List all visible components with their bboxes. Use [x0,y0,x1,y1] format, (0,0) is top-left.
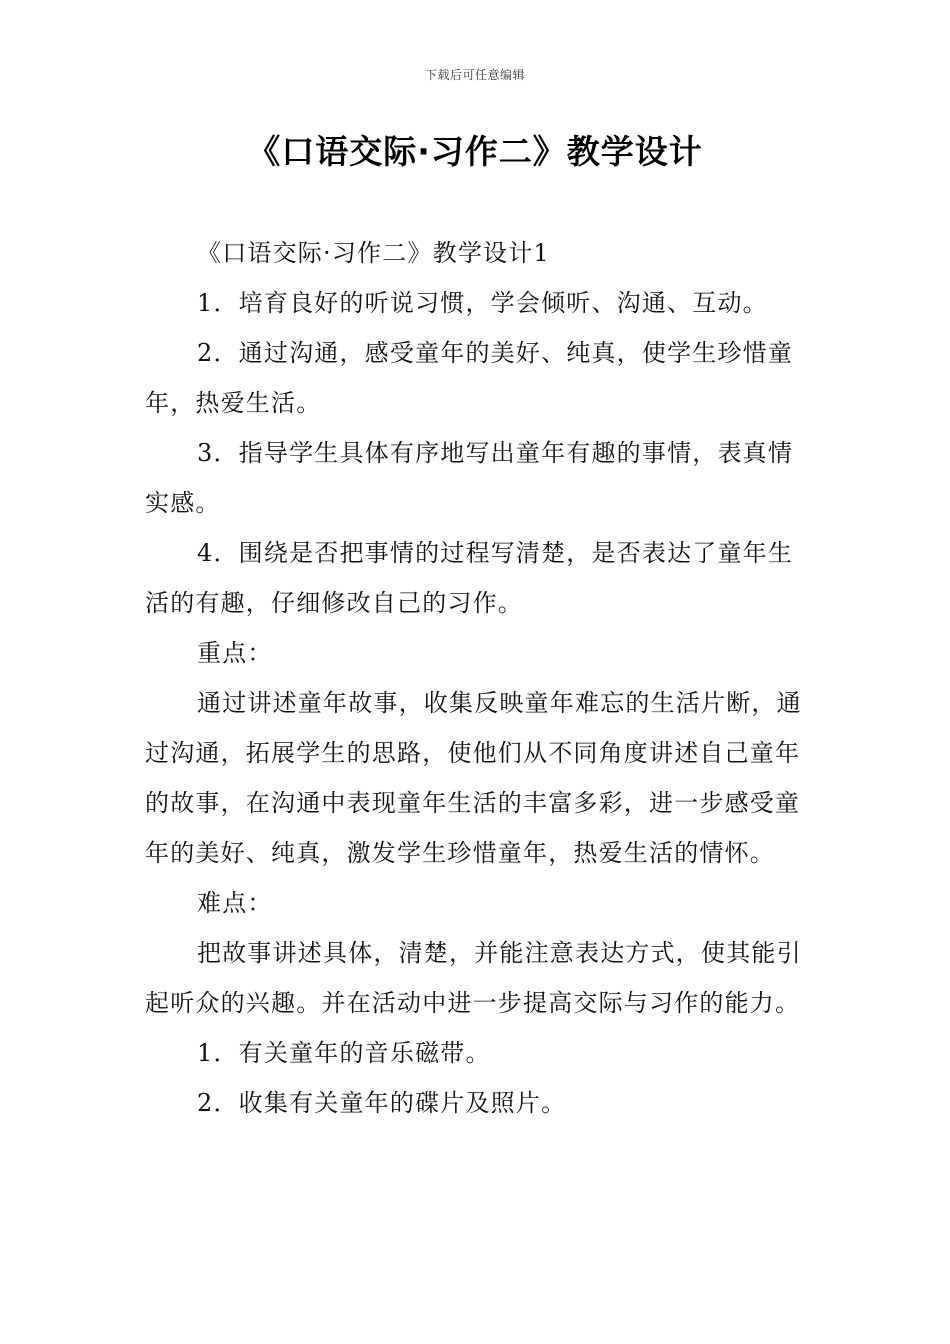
objective-4: 4．围绕是否把事情的过程写清楚，是否表达了童年生活的有趣，仔细修改自己的习作。 [145,539,794,617]
document-title: 《口语交际·习作二》教学设计 [247,132,703,171]
key-points-heading: 重点： [197,639,273,667]
difficulties-heading: 难点： [197,889,273,917]
subtitle-paragraph: 《口语交际·习作二》教学设计1 [197,239,550,267]
objective-1: 1．培育良好的听说习惯，学会倾听、沟通、互动。 [197,289,768,317]
objective-2: 2．通过沟通，感受童年的美好、纯真，使学生珍惜童年，热爱生活。 [145,339,794,417]
document-body [145,228,810,1128]
difficulties-text: 把故事讲述具体，清楚，并能注意表达方式，使其能引起听众的兴趣。并在活动中进一步提高交际与习作的能力。 [145,939,802,1017]
key-points-text: 通过讲述童年故事，收集反映童年难忘的生活片断，通过沟通，拓展学生的思路，使他们从不同角度讲述自己童年的故事，在沟通中表现童年生活的丰富多彩，进一步感受童年的美好、纯真，激发学生珍惜童年，热爱生活的情怀。 [145,689,802,867]
objective-3: 3．指导学生具体有序地写出童年有趣的事情，表真情实感。 [145,439,794,517]
material-1: 1．有关童年的音乐磁带。 [197,1039,491,1067]
header-note: 下载后可任意编辑 [424,68,525,82]
material-2: 2．收集有关童年的碟片及照片。 [197,1089,567,1117]
